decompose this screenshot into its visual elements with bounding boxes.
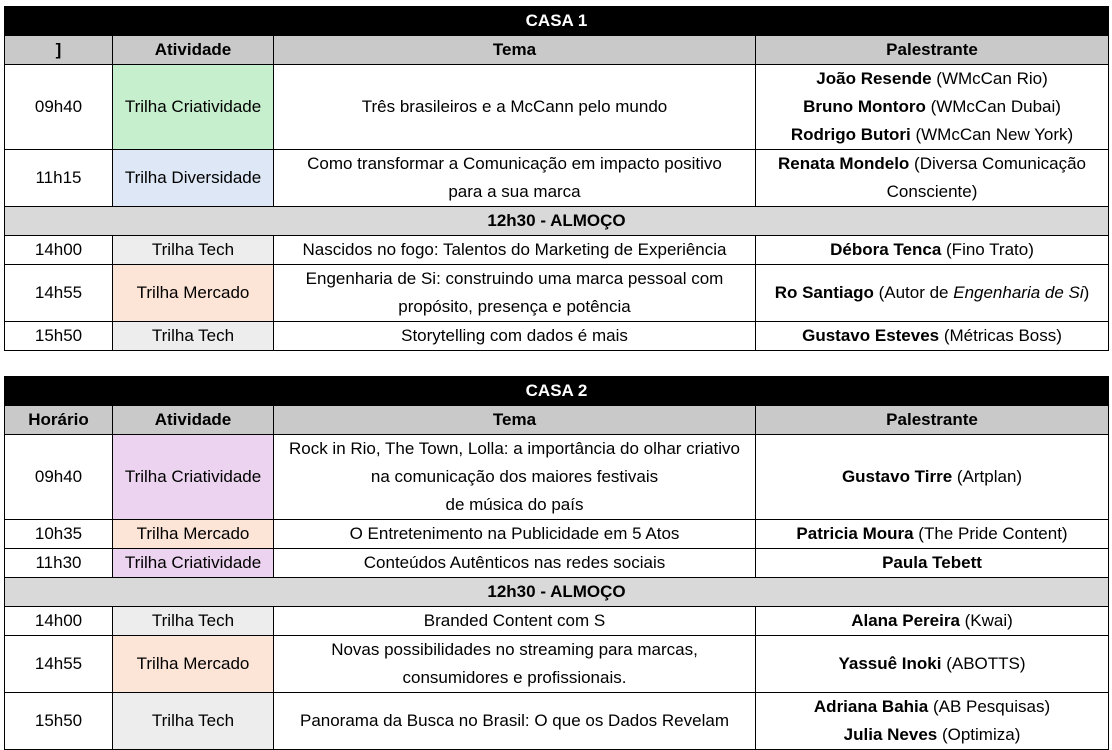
speaker-name: Adriana Bahia bbox=[813, 697, 929, 716]
speaker-org: (Autor de bbox=[873, 283, 954, 302]
activity-cell: Trilha Mercado bbox=[113, 265, 274, 322]
speaker-name: Yassuê Inoki bbox=[838, 654, 942, 673]
table-row bbox=[5, 549, 1109, 578]
theme-cell: Conteúdos Autênticos nas redes sociais bbox=[274, 549, 756, 578]
time-cell: 14h55 bbox=[5, 265, 113, 322]
theme-cell: Três brasileiros e a McCann pelo mundo bbox=[274, 65, 756, 150]
table-row bbox=[5, 435, 1109, 520]
header-palestrante: Palestrante bbox=[756, 36, 1109, 65]
schedule-table-casa-1 bbox=[4, 6, 1109, 351]
speaker-cell bbox=[756, 520, 1109, 549]
table-row bbox=[5, 607, 1109, 636]
speaker-name: Ro Santiago bbox=[774, 283, 874, 302]
speaker-name: Alana Pereira bbox=[851, 611, 960, 630]
theme-cell: O Entretenimento na Publicidade em 5 Atos bbox=[274, 520, 756, 549]
speaker-org: (Optimiza) bbox=[937, 725, 1021, 744]
speaker-book-title: Engenharia de Si bbox=[953, 283, 1084, 302]
speaker-org: (Kwai) bbox=[959, 611, 1013, 630]
table-row bbox=[5, 65, 1109, 150]
speaker-cell bbox=[756, 150, 1109, 207]
speaker-name: Gustavo Esteves bbox=[802, 326, 940, 345]
speaker-name: João Resende bbox=[816, 69, 932, 88]
theme-cell: Storytelling com dados é mais bbox=[274, 322, 756, 351]
theme-cell: Engenharia de Si: construindo uma marca pessoal com propósito, presença e potência bbox=[274, 265, 756, 322]
speaker-name: Paula Tebett bbox=[882, 553, 982, 572]
activity-cell: Trilha Criatividade bbox=[113, 65, 274, 150]
header-time: Horário bbox=[5, 406, 113, 435]
header-tema: Tema bbox=[274, 36, 756, 65]
speaker-cell bbox=[756, 435, 1109, 520]
lunch-row: 12h30 - ALMOÇO bbox=[5, 207, 1109, 236]
speaker-cell bbox=[756, 65, 1109, 150]
activity-cell: Trilha Diversidade bbox=[113, 150, 274, 207]
speaker-org: (WMcCan Dubai) bbox=[925, 97, 1061, 116]
theme-cell: Branded Content com S bbox=[274, 607, 756, 636]
speaker-cell: Ro Santiago (Autor de Engenharia de Si) bbox=[756, 265, 1109, 322]
table-row bbox=[5, 265, 1109, 322]
time-cell: 14h00 bbox=[5, 607, 113, 636]
table-row bbox=[5, 236, 1109, 265]
activity-cell: Trilha Criatividade bbox=[113, 549, 274, 578]
activity-cell: Trilha Criatividade bbox=[113, 435, 274, 520]
theme-cell: Novas possibilidades no streaming para marcas, consumidores e profissionais. bbox=[274, 636, 756, 693]
activity-cell: Trilha Mercado bbox=[113, 520, 274, 549]
time-cell: 11h30 bbox=[5, 549, 113, 578]
table-row bbox=[5, 520, 1109, 549]
header-atividade: Atividade bbox=[113, 36, 274, 65]
speaker-name: Patricia Moura bbox=[796, 524, 914, 543]
time-cell: 14h55 bbox=[5, 636, 113, 693]
speaker-org: (Métricas Boss) bbox=[939, 326, 1062, 345]
speaker-cell bbox=[756, 322, 1109, 351]
speaker-cell bbox=[756, 636, 1109, 693]
speaker-org: (WMcCan New York) bbox=[910, 125, 1074, 144]
table-row bbox=[5, 322, 1109, 351]
speaker-name: Bruno Montoro bbox=[803, 97, 926, 116]
activity-cell: Trilha Tech bbox=[113, 607, 274, 636]
speaker-org: (The Pride Content) bbox=[913, 524, 1068, 543]
speaker-cell bbox=[756, 607, 1109, 636]
time-cell: 15h50 bbox=[5, 693, 113, 750]
speaker-name: Débora Tenca bbox=[830, 240, 942, 259]
speaker-org: (Diversa Comunicação bbox=[909, 154, 1086, 173]
speaker-org: (WMcCan Rio) bbox=[931, 69, 1048, 88]
speaker-org: (Fino Trato) bbox=[941, 240, 1034, 259]
speaker-org: Consciente) bbox=[886, 182, 978, 201]
header-tema: Tema bbox=[274, 406, 756, 435]
speaker-cell bbox=[756, 549, 1109, 578]
theme-cell: Rock in Rio, The Town, Lolla: a importância do olhar criativo na comunicação dos maiores festivais de música do país bbox=[274, 435, 756, 520]
speaker-cell bbox=[756, 693, 1109, 750]
activity-cell: Trilha Tech bbox=[113, 322, 274, 351]
table-row bbox=[5, 636, 1109, 693]
time-cell: 11h15 bbox=[5, 150, 113, 207]
time-cell: 09h40 bbox=[5, 65, 113, 150]
header-atividade: Atividade bbox=[113, 406, 274, 435]
speaker-name: Julia Neves bbox=[843, 725, 938, 744]
table-title: CASA 2 bbox=[5, 377, 1109, 406]
theme-cell: Nascidos no fogo: Talentos do Marketing de Experiência bbox=[274, 236, 756, 265]
activity-cell: Trilha Mercado bbox=[113, 636, 274, 693]
theme-cell: Como transformar a Comunicação em impacto positivo para a sua marca bbox=[274, 150, 756, 207]
time-cell: 14h00 bbox=[5, 236, 113, 265]
time-cell: 10h35 bbox=[5, 520, 113, 549]
speaker-org: (ABOTTS) bbox=[941, 654, 1026, 673]
theme-cell: Panorama da Busca no Brasil: O que os Dados Revelam bbox=[274, 693, 756, 750]
time-cell: 15h50 bbox=[5, 322, 113, 351]
schedule-table-casa-2 bbox=[4, 376, 1109, 750]
speaker-name: Rodrigo Butori bbox=[790, 125, 911, 144]
speaker-cell bbox=[756, 236, 1109, 265]
speaker-name: Renata Mondelo bbox=[778, 154, 910, 173]
speaker-org: (Artplan) bbox=[952, 467, 1023, 486]
header-palestrante: Palestrante bbox=[756, 406, 1109, 435]
header-time: ] bbox=[5, 36, 113, 65]
speaker-org: (AB Pesquisas) bbox=[928, 697, 1051, 716]
lunch-row: 12h30 - ALMOÇO bbox=[5, 578, 1109, 607]
activity-cell: Trilha Tech bbox=[113, 236, 274, 265]
table-title: CASA 1 bbox=[5, 7, 1109, 36]
table-row bbox=[5, 150, 1109, 207]
table-row bbox=[5, 693, 1109, 750]
time-cell: 09h40 bbox=[5, 435, 113, 520]
speaker-name: Gustavo Tirre bbox=[841, 467, 953, 486]
activity-cell: Trilha Tech bbox=[113, 693, 274, 750]
